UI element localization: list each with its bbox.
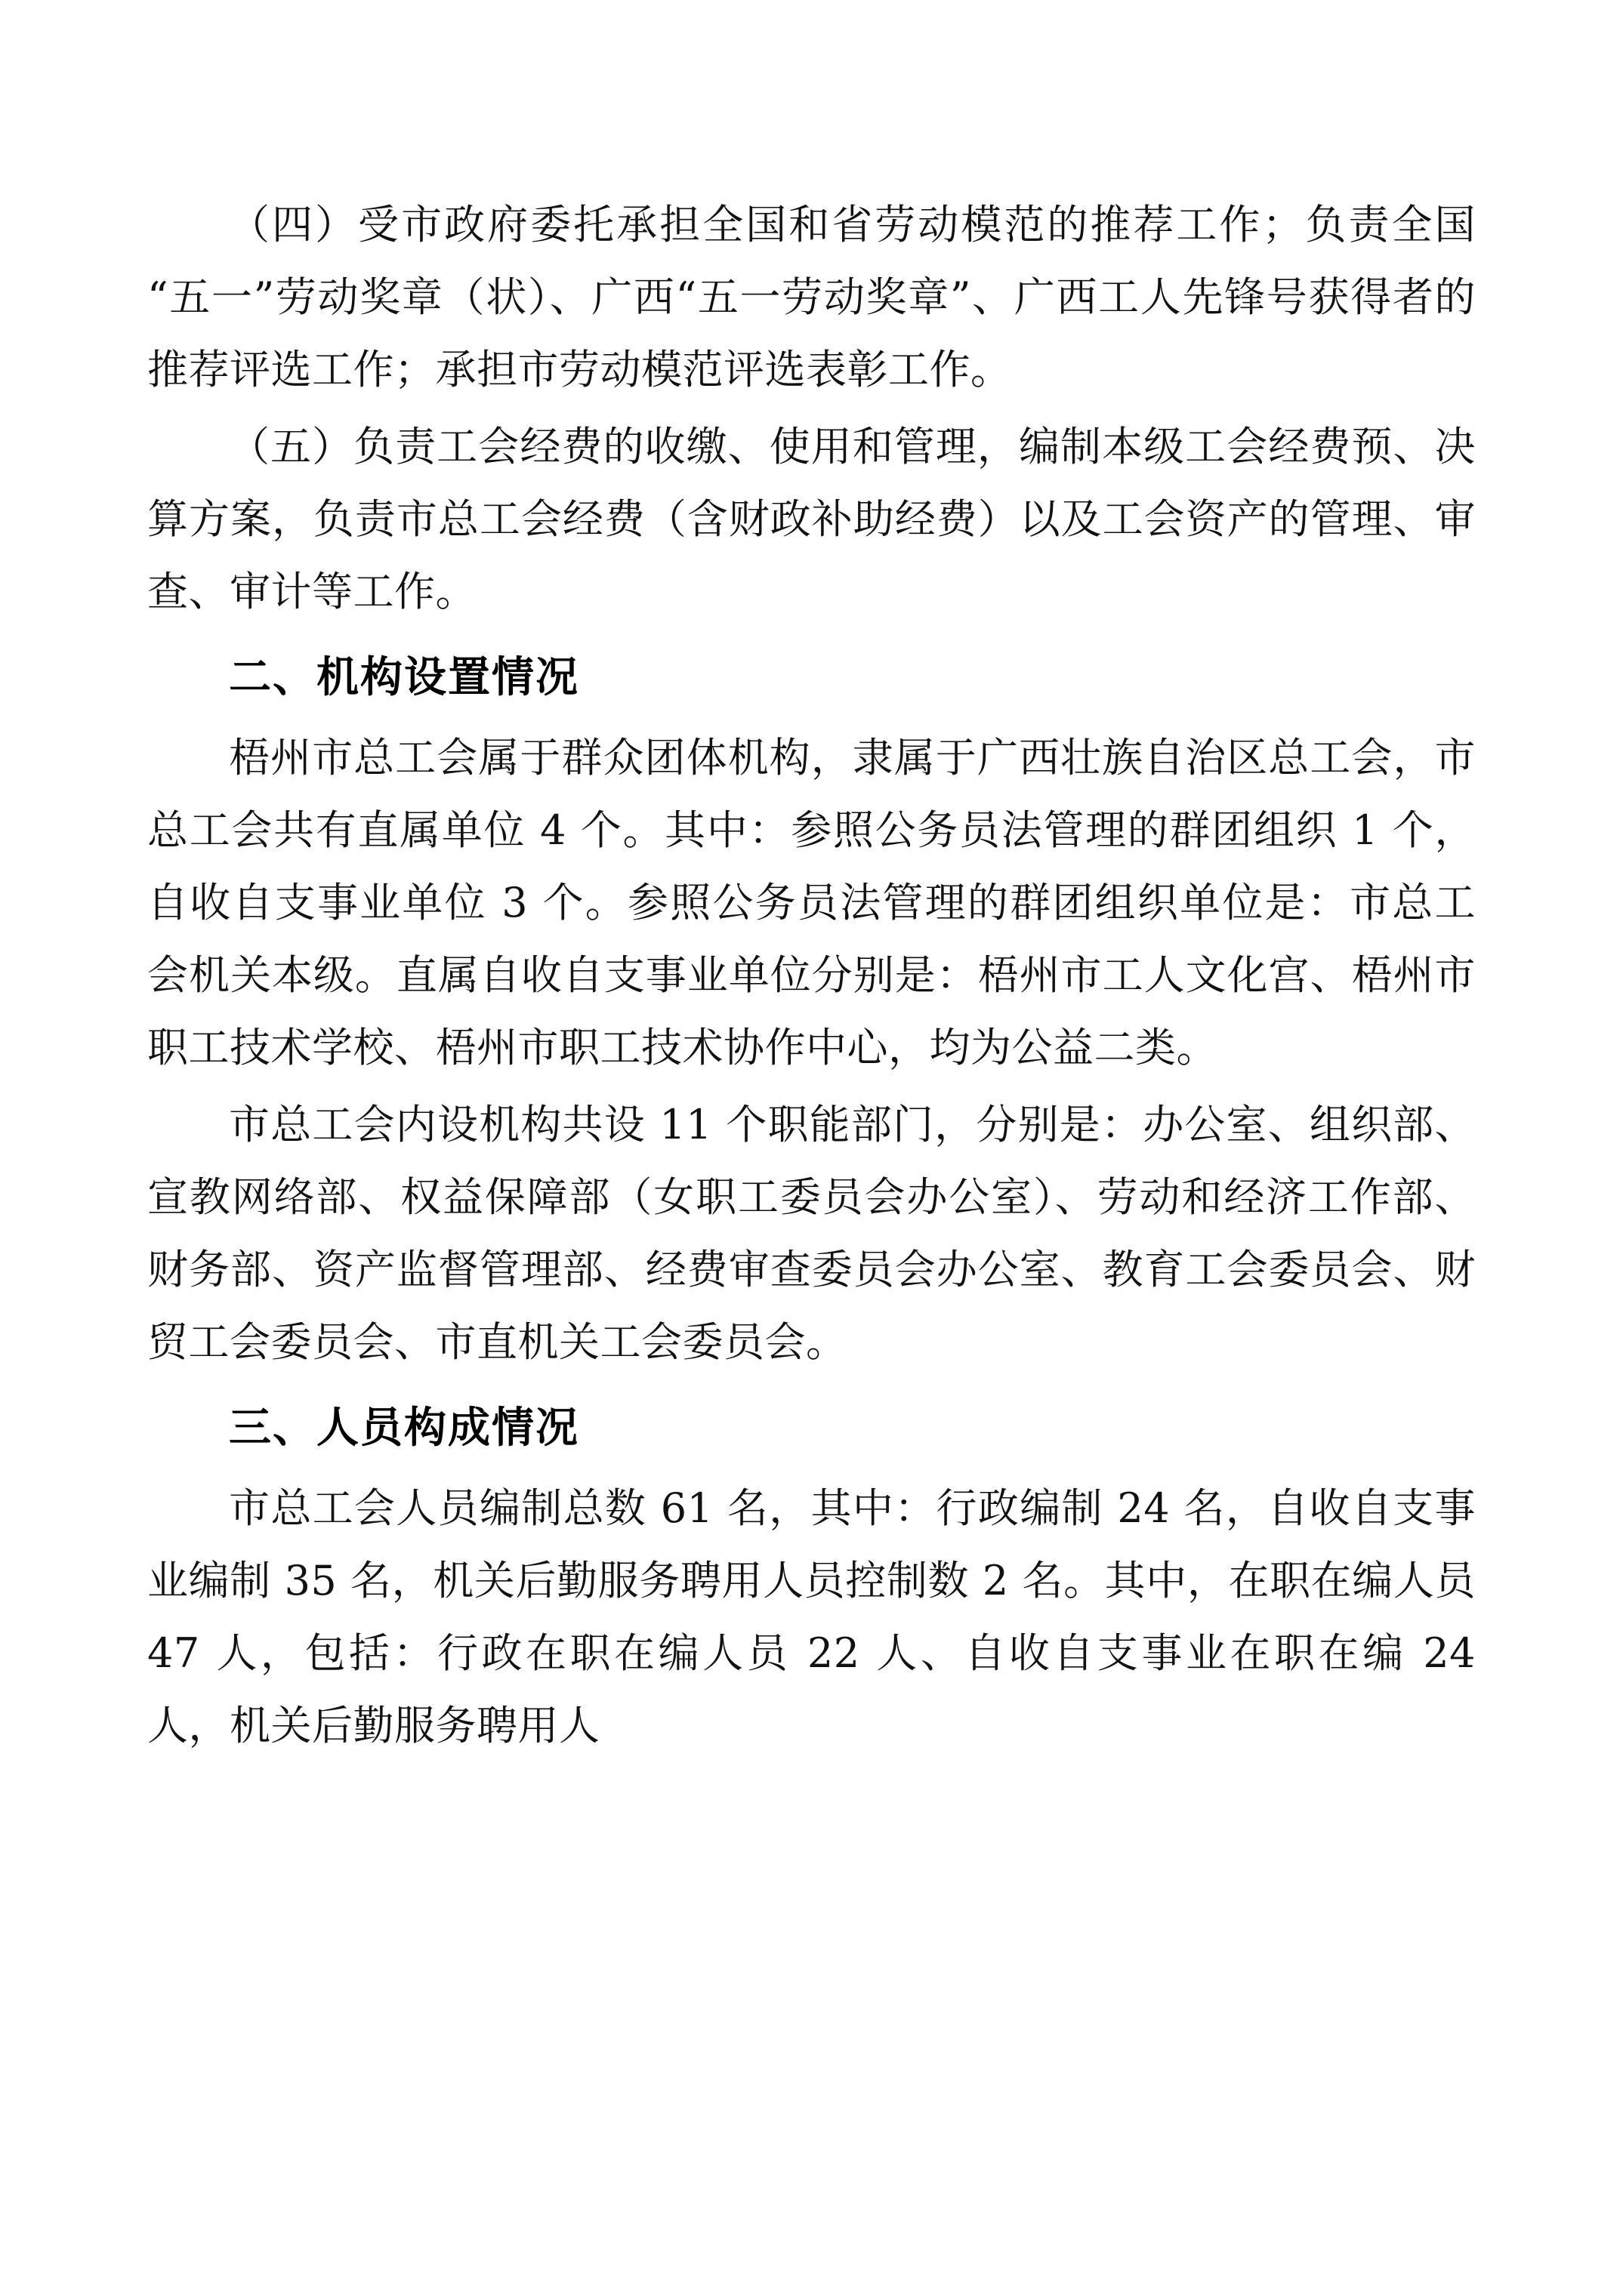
paragraph-spacer [147,628,1476,639]
paragraph-item-5: （五）负责工会经费的收缴、使用和管理，编制本级工会经费预、决算方案，负责市总工会经费（含财政补助经费）以及工会资产的管理、审查、审计等工作。 [147,423,1476,615]
paragraph-item-4: （四）受市政府委托承担全国和省劳动模范的推荐工作；负责全国“五一”劳动奖章（状）、广西“五一劳动奖章”、广西工人先锋号获得者的推荐评选工作；承担市劳动模范评选表彰工作。 [147,201,1476,393]
document-body [147,189,1476,1762]
section-heading-three: 三、人员构成情况 [229,1404,579,1453]
paragraph-personnel-1: 市总工会人员编制总数 61 名，其中：行政编制 24 名，自收自支事业编制 35 名，机关后勤服务聘用人员控制数 2 名。其中，在职在编人员 47 人，包括：行政在职在编人员 22 人、自收自支事业在职在编 24 人，机关后勤服务聘用人 [147,1484,1476,1749]
paragraph-spacer [147,1379,1476,1389]
paragraph-org-structure-2: 市总工会内设机构共设 11 个职能部门，分别是：办公室、组织部、宣教网络部、权益保障部（女职工委员会办公室）、劳动和经济工作部、财务部、资产监督管理部、经费审查委员会办公室、教育工会委员会、财贸工会委员会、市直机关工会委员会。 [147,1101,1476,1366]
paragraph-org-structure-1: 梧州市总工会属于群众团体机构，隶属于广西壮族自治区总工会，市总工会共有直属单位 4 个。其中：参照公务员法管理的群团组织 1 个，自收自支事业单位 3 个。参照公务员法管理的群团组织单位是：市总工会机关本级。直属自收自支事业单位分别是：梧州市工人文化宫、梧州市职工技术学校、梧州市职工技术协作中心，均为公益二类。 [147,734,1476,1071]
section-heading-two: 二、机构设置情况 [229,653,579,702]
